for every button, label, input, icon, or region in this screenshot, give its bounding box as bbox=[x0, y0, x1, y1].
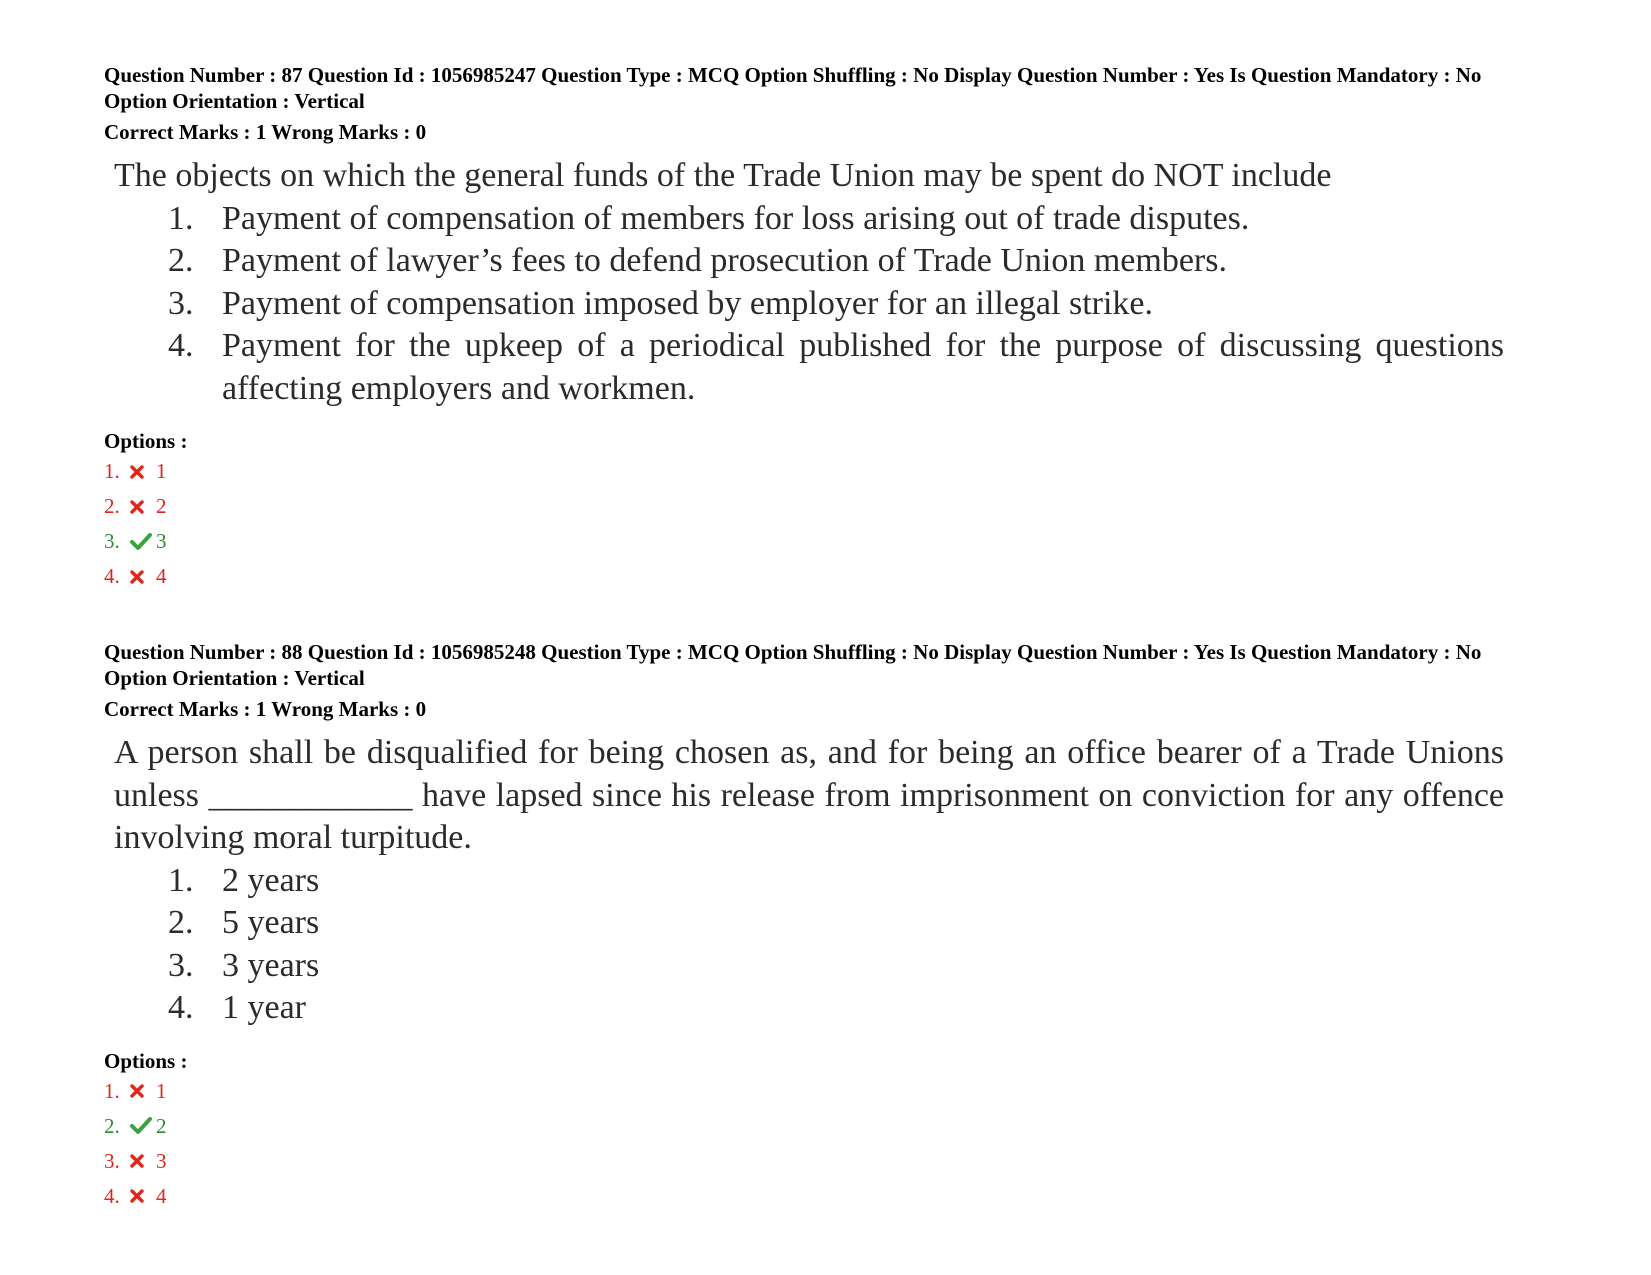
choice-number: 2. bbox=[168, 904, 194, 941]
options-list bbox=[104, 454, 1504, 594]
option-number: 3. bbox=[104, 529, 120, 553]
option-item bbox=[104, 559, 1504, 594]
option-label: 2 bbox=[156, 494, 167, 518]
check-icon bbox=[130, 1117, 156, 1135]
option-number: 2. bbox=[104, 1113, 120, 1138]
choice-text: 5 years bbox=[222, 904, 320, 941]
options-list bbox=[104, 1074, 1504, 1214]
question-marks: Correct Marks : 1 Wrong Marks : 0 bbox=[104, 697, 427, 721]
option-label: 1 bbox=[156, 459, 167, 483]
statement-item bbox=[114, 240, 1504, 283]
statement-number: 3. bbox=[168, 284, 194, 322]
question-content bbox=[114, 155, 1504, 410]
statement-text: Payment of compensation imposed by employer for an illegal strike. bbox=[222, 284, 1153, 322]
statement-text: Payment of lawyer’s fees to defend prosecution of Trade Union members. bbox=[222, 242, 1227, 279]
choice-text: 3 years bbox=[222, 946, 320, 984]
cross-icon bbox=[130, 500, 156, 514]
statement-text: Payment for the upkeep of a periodical published for the purpose of discussing questions affecting employers and workmen. bbox=[222, 327, 1504, 407]
statement-number: 2. bbox=[168, 242, 194, 279]
check-icon bbox=[130, 533, 156, 551]
choice-item bbox=[114, 860, 1504, 903]
option-number: 2. bbox=[104, 494, 120, 518]
choice-text: 1 year bbox=[222, 989, 307, 1026]
question-statement-list bbox=[114, 198, 1504, 411]
option-item bbox=[104, 489, 1504, 524]
question-stem: The objects on which the general funds of the Trade Union may be spent do NOT include bbox=[114, 157, 1332, 194]
statement-number: 4. bbox=[168, 327, 194, 364]
question-stem: A person shall be disqualified for being chosen as, and for being an office bearer of a Trade Unions unless ____________ have lapsed since his release from imprisonment on conviction for any offence involving moral turpitude. bbox=[114, 734, 1504, 856]
option-number: 4. bbox=[104, 564, 120, 588]
option-label: 4 bbox=[156, 1183, 167, 1208]
option-item bbox=[104, 524, 1504, 559]
options-label: Options : bbox=[104, 1048, 188, 1073]
option-label: 4 bbox=[156, 564, 167, 588]
option-item bbox=[104, 454, 1504, 489]
statement-text: Payment of compensation of members for loss arising out of trade disputes. bbox=[222, 199, 1250, 237]
option-number: 3. bbox=[104, 1148, 120, 1173]
option-label: 1 bbox=[156, 1078, 167, 1103]
question-marks: Correct Marks : 1 Wrong Marks : 0 bbox=[104, 120, 427, 144]
question-block-87 bbox=[104, 62, 1504, 594]
cross-icon bbox=[130, 1084, 156, 1098]
cross-icon bbox=[130, 465, 156, 479]
statement-item bbox=[114, 283, 1504, 326]
option-number: 1. bbox=[104, 459, 120, 483]
cross-icon bbox=[130, 1154, 156, 1168]
choice-number: 3. bbox=[168, 946, 194, 984]
option-label: 2 bbox=[156, 1113, 167, 1138]
cross-icon bbox=[130, 570, 156, 584]
statement-item bbox=[114, 198, 1504, 241]
choice-item bbox=[114, 987, 1504, 1030]
options-label: Options : bbox=[104, 429, 188, 453]
cross-icon bbox=[130, 1189, 156, 1203]
option-label: 3 bbox=[156, 529, 167, 553]
choice-item bbox=[114, 945, 1504, 988]
option-number: 1. bbox=[104, 1078, 120, 1103]
choice-number: 4. bbox=[168, 989, 194, 1026]
question-block-88 bbox=[104, 639, 1504, 1214]
statement-number: 1. bbox=[168, 199, 194, 237]
option-item bbox=[104, 1179, 1504, 1214]
option-item bbox=[104, 1074, 1504, 1109]
question-choice-list bbox=[114, 860, 1504, 1030]
option-number: 4. bbox=[104, 1183, 120, 1208]
statement-item bbox=[114, 325, 1504, 410]
question-meta: Question Number : 88 Question Id : 1056985248 Question Type : MCQ Option Shuffling : No Display Question Number : Yes Is Question Mandatory : No Option Orientation : Vertical bbox=[104, 640, 1482, 690]
choice-number: 1. bbox=[168, 861, 194, 899]
question-meta: Question Number : 87 Question Id : 1056985247 Question Type : MCQ Option Shuffling : No Display Question Number : Yes Is Question Mandatory : No Option Orientation : Vertical bbox=[104, 63, 1482, 113]
option-item bbox=[104, 1144, 1504, 1179]
option-label: 3 bbox=[156, 1148, 167, 1173]
choice-item bbox=[114, 902, 1504, 945]
choice-text: 2 years bbox=[222, 861, 320, 899]
question-content bbox=[114, 732, 1504, 1030]
option-item bbox=[104, 1109, 1504, 1144]
